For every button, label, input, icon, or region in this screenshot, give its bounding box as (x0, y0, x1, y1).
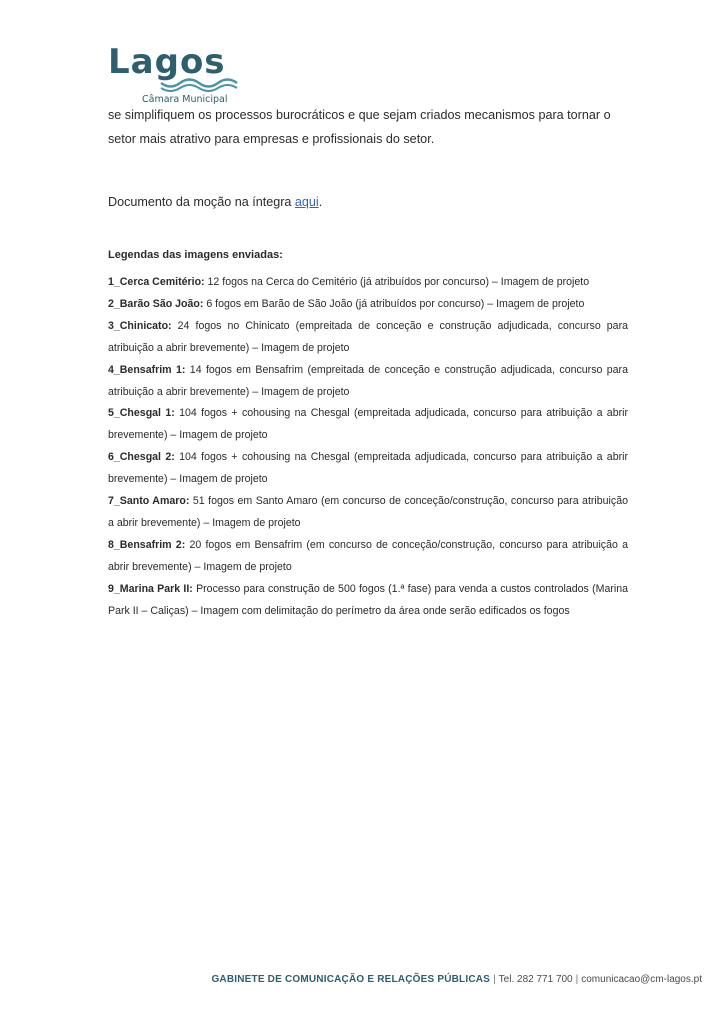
footer-separator: | (575, 974, 579, 985)
legend-item (108, 294, 628, 316)
legend-item-text: 51 fogos em Santo Amaro (em concurso de conceção/construção, concurso para atribuição a abrir brevemente) – Imagem de projeto (108, 495, 628, 529)
legend-item-text: 20 fogos em Bensafrim (em concurso de conceção/construção, concurso para atribuição a abrir brevemente) – Imagem de projeto (108, 538, 628, 573)
document-text-end: . (318, 195, 323, 209)
legend-item (108, 535, 628, 579)
document-link[interactable]: aqui (294, 195, 319, 209)
legend-item (108, 272, 628, 294)
legend-item (108, 491, 628, 535)
legend-item-text: 104 fogos + cohousing na Chesgal (empreitada adjudicada, concurso para atribuição a abrir brevemente) – Imagem de projeto (108, 451, 629, 486)
legend-item-text: 104 fogos + cohousing na Chesgal (empreitada adjudicada, concurso para atribuição a abrir brevemente) – Imagem de projeto (108, 407, 629, 442)
legend-title: Legendas das imagens enviadas: (108, 249, 283, 261)
legend-item (108, 316, 628, 360)
legend-item-name: 4_Bensafrim 1: (108, 363, 186, 376)
legend-item (108, 403, 628, 447)
legend-item-name: 1_Cerca Cemitério: (108, 276, 205, 288)
legend-item-name: 9_Marina Park II: (108, 582, 193, 595)
legend-item-name: 3_Chinicato: (108, 319, 172, 332)
legend-item-text: 14 fogos em Bensafrim (empreitada de conceção e construção adjudicada, concurso para atribuição a abrir brevemente) – Imagem de projeto (108, 363, 628, 398)
document-link-paragraph (108, 190, 628, 214)
legend-item-name: 2_Barão São João: (108, 297, 204, 310)
legend-item-text: Processo para construção de 500 fogos (1.ª fase) para venda a custos controlados (Marina Park II – Caliças) – Imagem com delimitação do perímetro da área onde serão edificados os fogos (108, 582, 629, 617)
footer-email[interactable]: comunicacao@cm-lagos.pt (581, 974, 702, 985)
footer-separator: | (493, 974, 496, 985)
legend-item-name: 8_Bensafrim 2: (108, 538, 186, 551)
legend-item-text: 12 fogos na Cerca do Cemitério (já atribuídos por concurso) – Imagem de projeto (204, 276, 590, 288)
document-text: Documento da moção na íntegra (108, 195, 295, 209)
waves-icon (160, 78, 244, 92)
legend-item-text: 24 fogos no Chinicato (empreitada de conceção e construção adjudicada, concurso para atribuição a abrir brevemente) – Imagem de projeto (108, 319, 628, 354)
logo-wordmark: Lagos (108, 42, 226, 82)
legend-item-name: 5_Chesgal 1: (108, 407, 175, 420)
legend-item (108, 360, 628, 404)
footer-department: GABINETE DE COMUNICAÇÃO E RELAÇÕES PÚBLICAS (211, 974, 491, 985)
legend-item-name: 6_Chesgal 2: (108, 451, 175, 464)
footer-phone: Tel. 282 771 700 (498, 974, 573, 985)
page-footer (190, 974, 702, 985)
legend-item (108, 579, 628, 623)
logo-subtitle: Câmara Municipal (142, 94, 228, 105)
legend-item (108, 447, 628, 491)
legend-item-text: 6 fogos em Barão de São João (já atribuídos por concurso) – Imagem de projeto (203, 297, 585, 310)
legend-item-name: 7_Santo Amaro: (108, 495, 190, 508)
body-paragraph: se simplifiquem os processos burocráticos e que sejam criados mecanismos para tornar o setor mais atrativo para empresas e profissionais do setor. (108, 108, 611, 146)
legend-list (108, 272, 628, 623)
lagos-logo (108, 42, 243, 108)
